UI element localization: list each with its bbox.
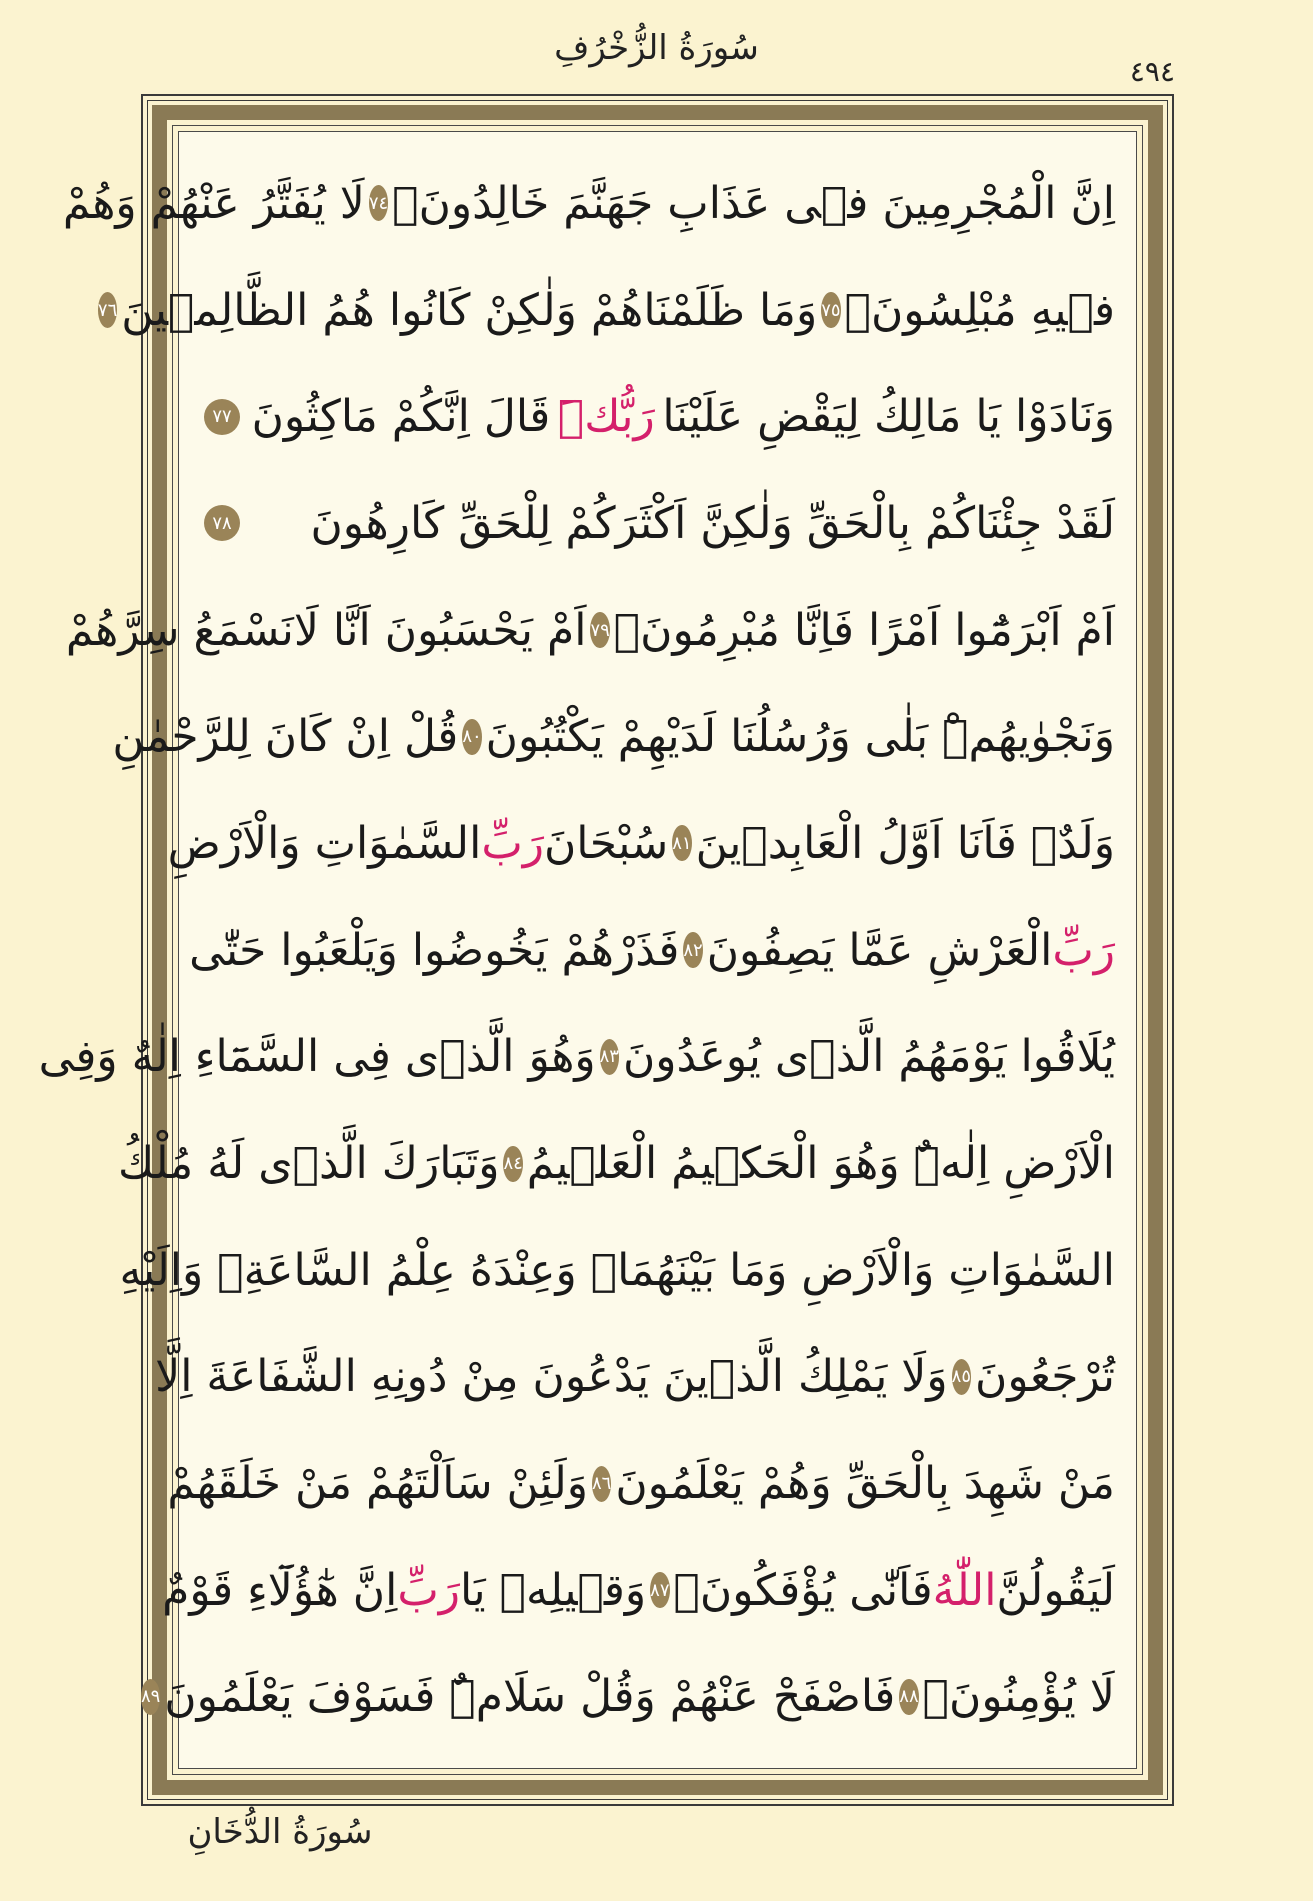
text-line [167,1430,1115,1537]
text-line [155,1324,1115,1431]
ayah-number-marker: ٨٩ [141,1679,160,1715]
text-line [167,790,1115,897]
text-line [200,470,1115,577]
text-line [119,1217,1115,1324]
ayah-number-marker: ٧٦ [98,292,117,328]
verse-text: تُرْجَعُونَ [975,1351,1115,1403]
verse-text: اَمْ اَبْرَمُٓوا اَمْرًا فَاِنَّا مُبْرِمُونَۚ [613,604,1115,656]
verse-text: وَلَدٌۗ فَاَنَا اَوَّلُ الْعَابِدٖينَ [695,817,1115,869]
surah-title-header: سُورَةُ الزُّخْرُفِ [554,28,759,68]
verse-text: سُبْحَانَ [543,817,669,869]
text-line [112,683,1115,790]
ayah-number-marker: ٨٦ [592,1466,611,1502]
divine-name-text: رَبِّ [397,1564,460,1616]
verse-text: وَهُوَ الَّذٖى فِى السَّمَٓاءِ اِلٰهٌ وَفِى [38,1031,596,1083]
verse-text: اَمْ يَحْسَبُونَ اَنَّا لَانَسْمَعُ سِرَّهُمْ [65,604,587,656]
next-surah-catchword: سُورَةُ الدُّخَانِ [187,1812,373,1852]
ayah-number-marker: ٨٠ [462,719,481,755]
verse-text: يُلَاقُوا يَوْمَهُمُ الَّذٖى يُوعَدُونَ [622,1031,1115,1083]
text-line [62,150,1115,257]
ayah-number-marker: ٧٤ [369,185,388,221]
page-number: ٤٩٤ [1129,55,1175,88]
verse-text: لَا يُفَتَّرُ عَنْهُمْ وَهُمْ [62,177,365,229]
verse-text: لَيَقُولُنَّ [996,1564,1115,1616]
ayah-number-marker: ٨٣ [600,1039,619,1075]
ayah-number-marker: ٨٤ [503,1146,522,1182]
text-line [97,257,1115,364]
verse-text: اِنَّ هٰٓؤُلَٓاءِ قَوْمٌ [162,1564,398,1616]
verse-text: اِنَّ الْمُجْرِمِينَ فٖى عَذَابِ جَهَنَّمَ خَالِدُونَۚ [392,177,1115,229]
divine-name-text: رَبِّ [1052,924,1115,976]
verse-text: فَاَنّٰى يُؤْفَكُونَۙ [673,1564,933,1616]
ayah-number-marker: ٨١ [672,825,691,861]
verse-text: لَا يُؤْمِنُونَۢ [922,1671,1115,1723]
text-line [140,1644,1115,1751]
ayah-number-marker: ٧٥ [821,292,840,328]
divine-name-text: رَبُّكَۜ [557,391,655,443]
verse-text: قَالَ اِنَّكُمْ مَاكِثُونَ [251,391,551,443]
verse-text: وَنَادَوْا يَا مَالِكُ لِيَقْضِ عَلَيْنَا [662,391,1115,443]
verse-text: مَنْ شَهِدَ بِالْحَقِّ وَهُمْ يَعْلَمُونَ [615,1458,1115,1510]
ayah-number-marker: ٧٧ [204,399,240,435]
text-line [200,363,1115,470]
verse-text: فٖيهِ مُبْلِسُونَۚ [844,284,1115,336]
text-line [65,577,1115,684]
verse-text: وَتَبَارَكَ الَّذٖى لَهُ مُلْكُ [118,1138,500,1190]
verse-text: وَنَجْوٰيهُمْۜ بَلٰى وَرُسُلُنَا لَدَيْهِمْ يَكْتُبُونَ [485,711,1115,763]
ayah-number-marker: ٧٨ [204,505,240,541]
ayah-number-marker: ٨٨ [899,1679,918,1715]
verse-text: وَقٖيلِهٖ يَا [460,1564,647,1616]
text-line [38,1004,1115,1111]
text-line [118,1110,1115,1217]
verse-text: الْاَرْضِ اِلٰهٌۜ وَهُوَ الْحَكٖيمُ الْعَلٖيمُ [526,1138,1115,1190]
verse-text: وَلَئِنْ سَاَلْتَهُمْ مَنْ خَلَقَهُمْ [167,1458,588,1510]
verse-text: السَّمٰوَاتِ وَالْاَرْضِ [167,817,482,869]
ayah-number-marker: ٨٧ [650,1572,669,1608]
divine-name-text: اللّٰهُ [932,1564,997,1616]
divine-name-text: رَبِّ [481,817,544,869]
verse-text: وَلَا يَمْلِكُ الَّذٖينَ يَدْعُونَ مِنْ دُونِهِ الشَّفَاعَةَ اِلَّا [155,1351,948,1403]
verse-text: السَّمٰوَاتِ وَالْاَرْضِ وَمَا بَيْنَهُمَاۚ وَعِنْدَهُ عِلْمُ السَّاعَةِۚ وَاِلَيْهِ [119,1244,1115,1296]
verse-text: فَذَرْهُمْ يَخُوضُوا وَيَلْعَبُوا حَتّٰى [189,924,680,976]
quran-text-body [38,150,1115,1750]
ayah-number-marker: ٧٩ [590,612,609,648]
verse-text: وَمَا ظَلَمْنَاهُمْ وَلٰكِنْ كَانُوا هُمُ الظَّالِمٖينَ [121,284,818,336]
ayah-number-marker: ٨٥ [952,1359,971,1395]
verse-text: لَقَدْ جِئْنَاكُمْ بِالْحَقِّ وَلٰكِنَّ اَكْثَرَكُمْ لِلْحَقِّ كَارِهُونَ [310,497,1115,549]
text-line [189,897,1115,1004]
text-line [162,1537,1115,1644]
verse-text: الْعَرْشِ عَمَّا يَصِفُونَ [706,924,1053,976]
ayah-number-marker: ٨٢ [683,932,702,968]
verse-text: فَاصْفَحْ عَنْهُمْ وَقُلْ سَلَامٌۜ فَسَوْفَ يَعْلَمُونَ [164,1671,896,1723]
verse-text: قُلْ اِنْ كَانَ لِلرَّحْمٰنِ [112,711,459,763]
